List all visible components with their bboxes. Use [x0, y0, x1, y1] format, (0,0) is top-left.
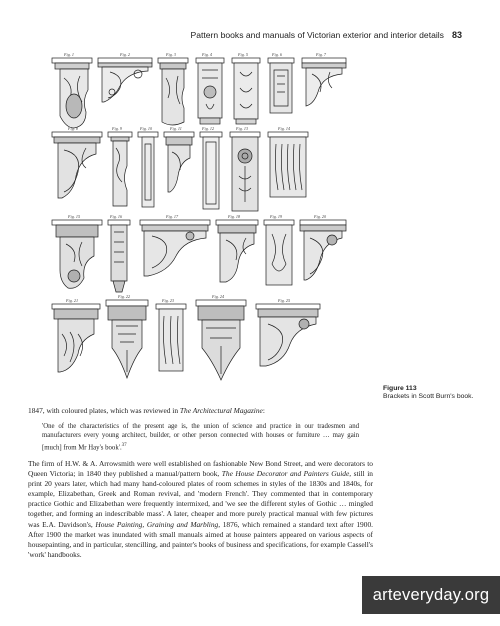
- figure-caption: [383, 385, 483, 401]
- paragraph-intro-end: :: [262, 406, 265, 415]
- bracket-drawing-17: [140, 220, 210, 276]
- fig-label-25: Fig. 25: [278, 298, 291, 303]
- bracket-drawing-24: [196, 300, 246, 380]
- fig-label-12: Fig. 12: [202, 126, 215, 131]
- page-number: 83: [451, 30, 462, 40]
- paragraph-text-b: , still in print 20 years later, which had many hand-coloured plates of room schemes in styles of the 1830s and 1840s, for example, Elizabethan, Greek and Roman revival, and 'modern French'. They commented that in contemporary practice Gothic and Elizabethan were frequently intermixed, and 'we see the different styles of Gothic … mingled together, and forming an indescribable mass'. A later, cheaper and more purely practical manual with few pictures was E.A. Davidson's,: [28, 469, 373, 529]
- bracket-drawing-8: [52, 132, 102, 198]
- fig-label-15: Fig. 15: [68, 214, 81, 219]
- fig-label-11: Fig. 11: [170, 126, 182, 131]
- paragraph-intro-text: 1847, with coloured plates, which was reviewed in: [28, 406, 180, 415]
- paragraph-text-a: The firm of H.W. & A. Arrowsmith were well established on fashionable New Bond Street, and were decorators to Queen Victoria; in 1840 they published a manual/pattern book,: [28, 458, 373, 479]
- bracket-drawing-20: [300, 220, 346, 280]
- running-header: [0, 30, 462, 40]
- paragraph-text-c: , 1876, which remained a standard text after 1900. After 1900 the market was inundated with small manuals aimed at house painters appeared on various aspects of housepainting, and in particular, stencilling, and painter's books of business and specifications, for example Cassell's 'work' handbooks.: [28, 519, 373, 559]
- fig-label-3: Fig. 3: [166, 52, 177, 57]
- fig-label-4: Fig. 4: [202, 52, 213, 57]
- fig-label-13: Fig. 13: [236, 126, 249, 131]
- bracket-drawing-4: [196, 58, 224, 124]
- fig-label-23: Fig. 23: [162, 298, 175, 303]
- bracket-drawing-6: [268, 58, 294, 113]
- bracket-drawing-22: [106, 300, 148, 378]
- bracket-drawing-18: [216, 220, 258, 282]
- fig-label-5: Fig. 5: [238, 52, 249, 57]
- bracket-drawing-1: [52, 58, 92, 128]
- fig-label-2: Fig. 2: [120, 52, 131, 57]
- bracket-drawing-19: [264, 220, 294, 285]
- watermark-text: arteveryday.org: [372, 586, 490, 604]
- fig-label-24: Fig. 24: [212, 294, 225, 299]
- book-title-house-decorator: The House Decorator and Painters Guide: [221, 469, 350, 479]
- fig-label-21: Fig. 21: [66, 298, 79, 303]
- bracket-drawing-10: [138, 132, 158, 207]
- figure-label: Figure 113: [383, 385, 417, 392]
- fig-label-10: Fig. 10: [140, 126, 153, 131]
- fig-label-19: Fig. 19: [270, 214, 283, 219]
- bracket-drawing-21: [52, 304, 100, 372]
- body-text: [28, 406, 373, 560]
- fig-label-8: Fig. 8: [68, 126, 79, 131]
- magazine-title: The Architectural Magazine: [179, 406, 263, 415]
- fig-label-20: Fig. 20: [314, 214, 327, 219]
- bracket-drawing-2: [98, 58, 152, 102]
- block-quote: [42, 422, 359, 452]
- running-head-title: Pattern books and manuals of Victorian exterior and interior details: [190, 30, 444, 40]
- fig-label-17: Fig. 17: [166, 214, 179, 219]
- bracket-drawing-16: [108, 220, 130, 292]
- fig-label-22: Fig. 22: [118, 294, 131, 299]
- bracket-drawing-3: [158, 58, 188, 125]
- bracket-drawing-11: [164, 132, 194, 192]
- bracket-drawing-7: [302, 58, 346, 106]
- fig-label-18: Fig. 18: [228, 214, 241, 219]
- bracket-plate-illustration: [50, 52, 372, 392]
- paragraph-intro: [28, 406, 373, 416]
- paragraph-arrowsmith: [28, 459, 373, 560]
- footnote-marker: 37: [121, 442, 127, 448]
- block-quote-text: 'One of the characteristics of the present age is, the union of science and practice in our tradesmen and manufacturers every young architect, builder, or other person connected with houses or furniture … may gain [much] from Mr Hay's book'.: [42, 423, 359, 451]
- bracket-drawing-9: [108, 132, 132, 206]
- fig-label-9: Fig. 9: [112, 126, 123, 131]
- watermark-banner: [362, 576, 500, 614]
- bracket-drawing-15: [52, 220, 102, 288]
- bracket-drawing-23: [156, 304, 186, 371]
- fig-label-16: Fig. 16: [110, 214, 123, 219]
- fig-label-14: Fig. 14: [278, 126, 291, 131]
- bracket-drawing-5: [232, 58, 260, 124]
- fig-label-1: Fig. 1: [64, 52, 75, 57]
- bracket-drawing-13: [230, 132, 260, 211]
- fig-label-7: Fig. 7: [316, 52, 327, 57]
- bracket-drawing-14: [268, 132, 308, 197]
- book-title-house-painting: House Painting, Graining and Marbling: [95, 519, 219, 529]
- fig-label-6: Fig. 6: [272, 52, 283, 57]
- bracket-drawing-25: [256, 304, 320, 366]
- figure-caption-text: Brackets in Scott Burn's book.: [383, 393, 474, 400]
- bracket-drawing-12: [200, 132, 222, 209]
